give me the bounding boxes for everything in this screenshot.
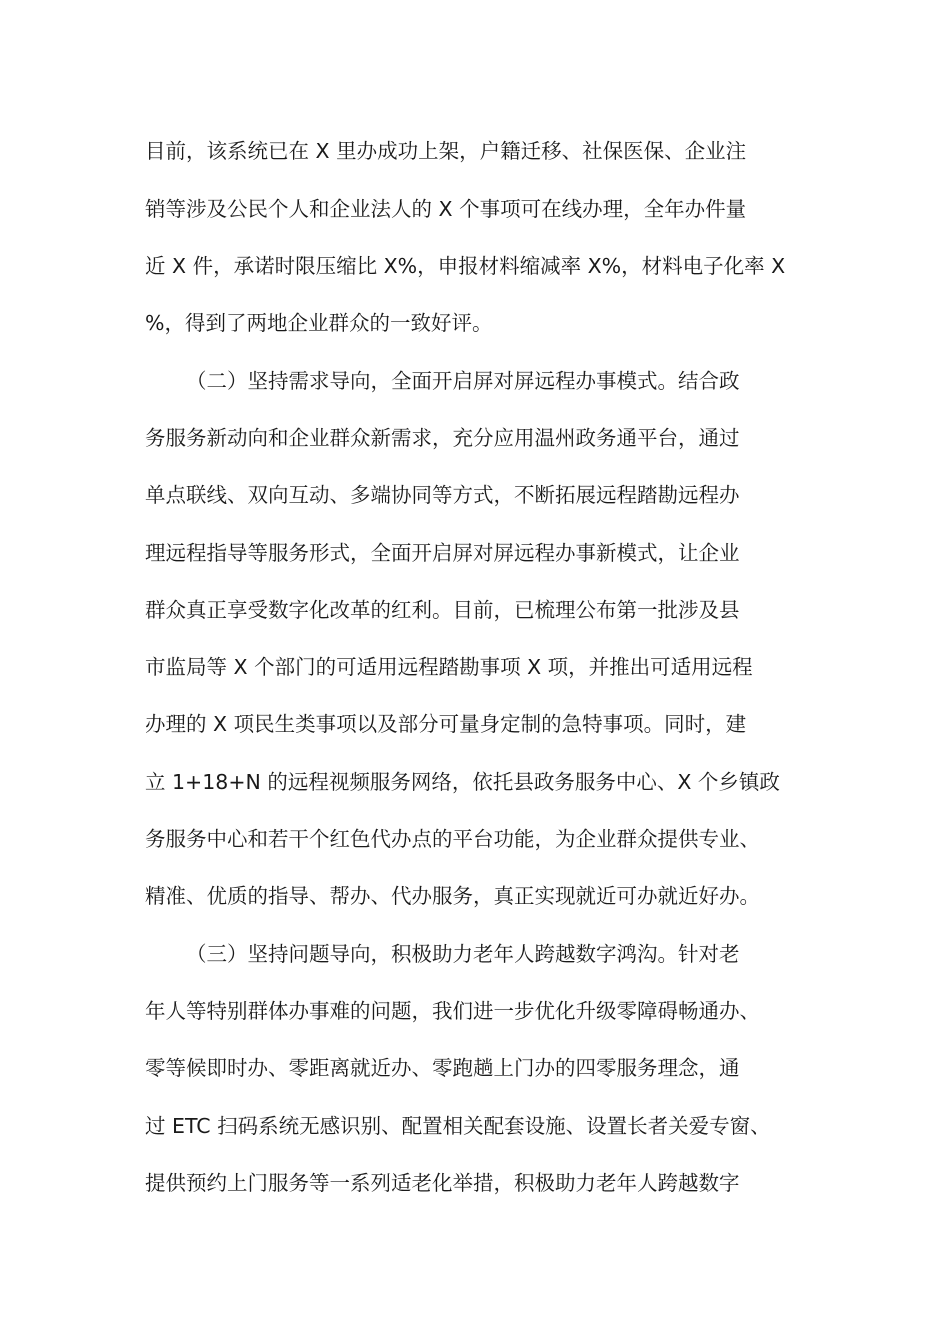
text-line: 提供预约上门服务等一系列适老化举措，积极助力老年人跨越数字 [145,1171,740,1195]
text-line: 目前，该系统已在 X 里办成功上架，户籍迁移、社保医保、企业注 [145,139,747,163]
text-line: 过 ETC 扫码系统无感识别、配置相关配套设施、设置长者关爱专窗、 [145,1114,771,1138]
text-line: 精准、优质的指导、帮办、代办服务，真正实现就近可办就近好办。 [145,884,760,908]
text-line: 近 X 件，承诺时限压缩比 X%，申报材料缩减率 X%，材料电子化率 X [145,254,786,278]
text-line: 年人等特别群体办事难的问题，我们进一步优化升级零障碍畅通办、 [145,999,760,1023]
text-line: 立 1+18+N 的远程视频服务网络，依托县政务服务中心、X 个乡镇政 [145,770,780,794]
text-line: 市监局等 X 个部门的可适用远程踏勘事项 X 项，并推出可适用远程 [145,655,753,679]
text-line: %，得到了两地企业群众的一致好评。 [145,311,493,335]
text-line: 务服务中心和若干个红色代办点的平台功能，为企业群众提供专业、 [145,827,760,851]
text-line: 务服务新动向和企业群众新需求，充分应用温州政务通平台，通过 [145,426,740,450]
paragraph-heading-3: （三）坚持问题导向，积极助力老年人跨越数字鸿沟。针对老 [186,942,740,966]
text-line: 办理的 X 项民生类事项以及部分可量身定制的急特事项。同时，建 [145,712,747,736]
text-line: 单点联线、双向互动、多端协同等方式，不断拓展远程踏勘远程办 [145,483,740,507]
text-line: 群众真正享受数字化改革的红利。目前，已梳理公布第一批涉及县 [145,598,740,622]
text-line: 理远程指导等服务形式，全面开启屏对屏远程办事新模式，让企业 [145,541,740,565]
text-line: 销等涉及公民个人和企业法人的 X 个事项可在线办理，全年办件量 [145,197,747,221]
paragraph-heading-2: （二）坚持需求导向，全面开启屏对屏远程办事模式。结合政 [186,369,740,393]
text-line: 零等候即时办、零距离就近办、零跑趟上门办的四零服务理念，通 [145,1056,740,1080]
